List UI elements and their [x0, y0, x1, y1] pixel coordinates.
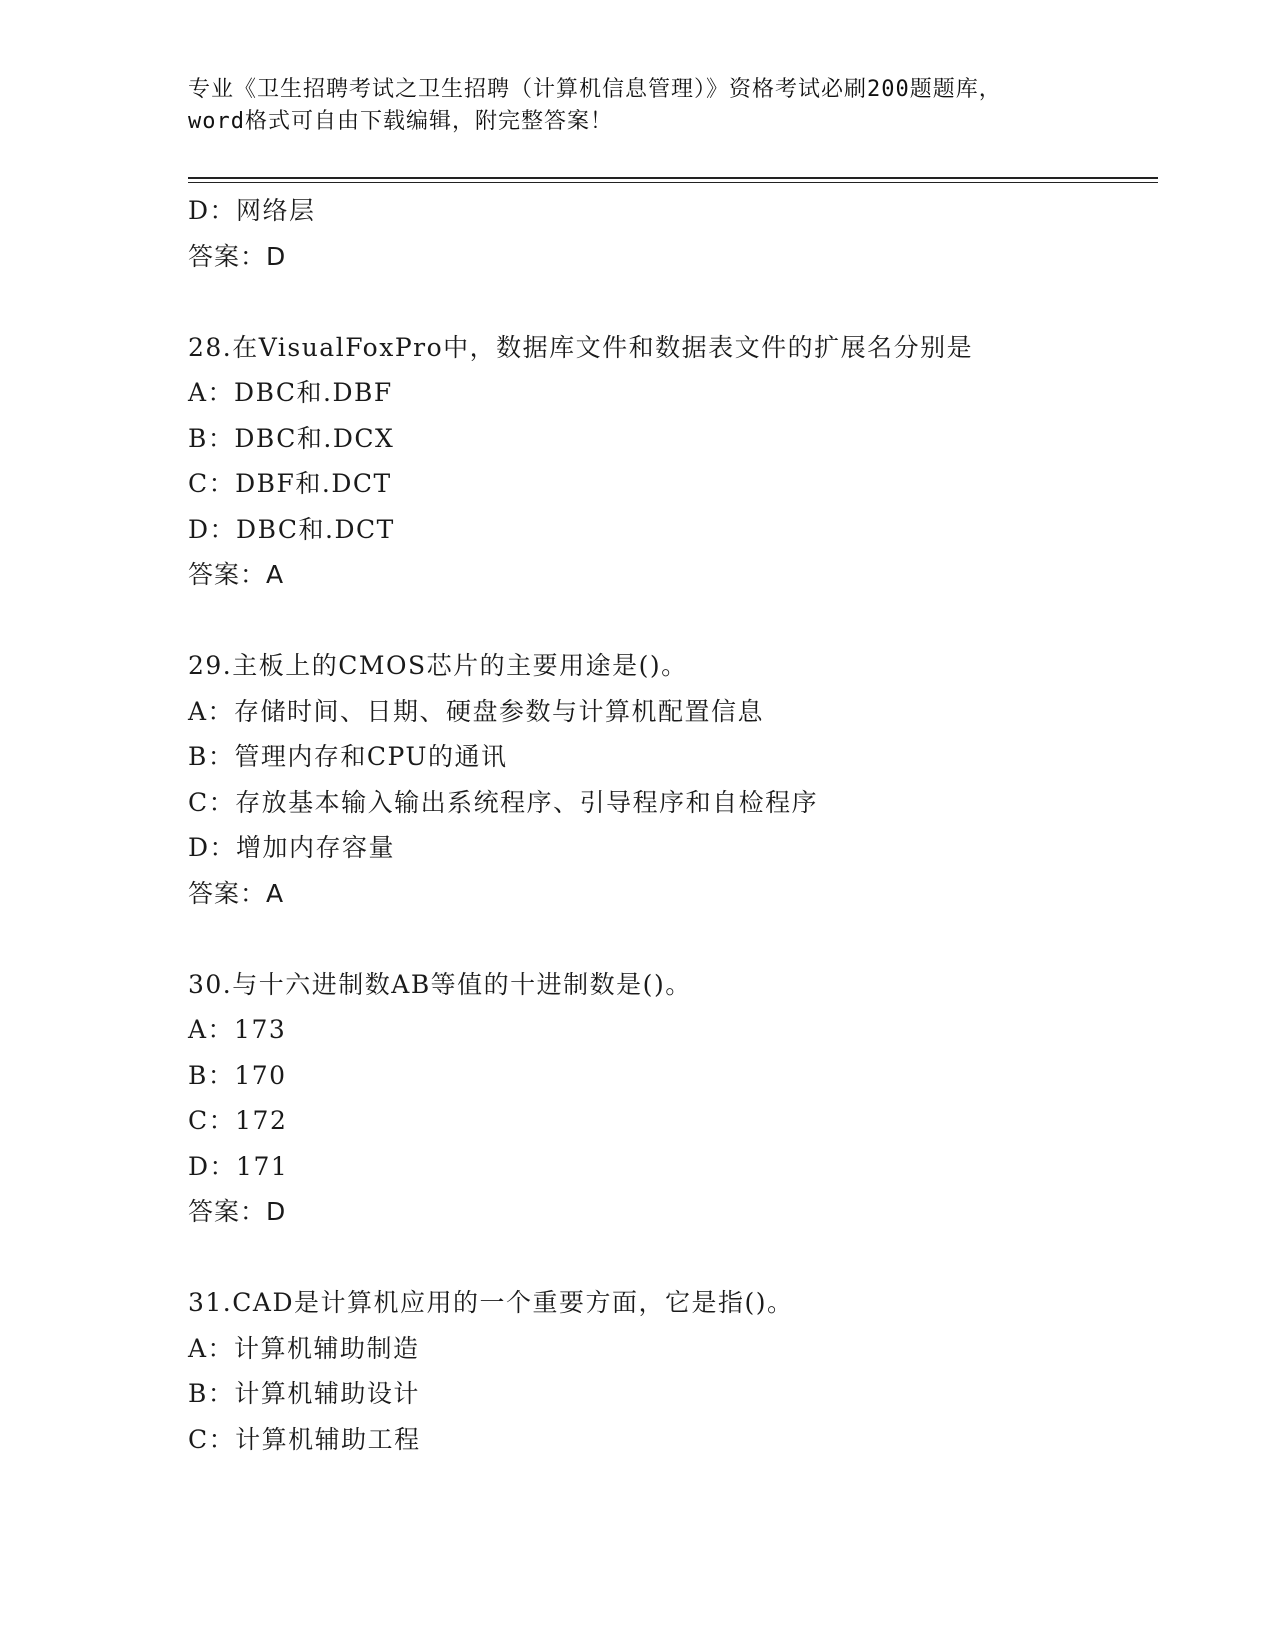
option-c: C：DBF和.DCT [188, 469, 392, 498]
spacer [188, 598, 1168, 644]
header-line-1: 专业《卫生招聘考试之卫生招聘（计算机信息管理）》资格考试必刷200题题库， [188, 77, 1002, 102]
header-line-2: word格式可自由下载编辑，附完整答案！ [188, 109, 613, 134]
spacer [188, 1235, 1168, 1281]
question-29 [188, 643, 1168, 916]
option-a: A：存储时间、日期、硬盘参数与计算机配置信息 [188, 696, 765, 726]
option-d: D：网络层 [188, 196, 316, 225]
spacer [188, 279, 1168, 325]
answer: 答案：A [188, 560, 285, 589]
question-30 [188, 962, 1168, 1235]
option-b: B：计算机辅助设计 [188, 1379, 420, 1408]
answer: 答案：D [188, 241, 287, 271]
option-b: B：DBC和.DCX [188, 423, 395, 453]
option-d: D：DBC和.DCT [188, 514, 395, 544]
question-stem: 29.主板上的CMOS芯片的主要用途是()。 [188, 651, 688, 680]
answer: 答案：D [188, 1197, 287, 1226]
option-c: C：172 [188, 1106, 288, 1135]
option-a: A：DBC和.DBF [188, 378, 393, 407]
spacer [188, 916, 1168, 962]
option-c: C：计算机辅助工程 [188, 1424, 421, 1454]
answer: 答案：A [188, 878, 285, 908]
document-header [188, 74, 1088, 138]
question-stem: 30.与十六进制数AB等值的十进制数是()。 [188, 969, 692, 999]
option-d: D：171 [188, 1151, 289, 1181]
question-27-tail [188, 188, 1168, 279]
question-28 [188, 325, 1168, 598]
option-a: A：173 [188, 1015, 287, 1044]
header-divider-thin [188, 182, 1158, 183]
document-body [188, 188, 1168, 1462]
question-31 [188, 1280, 1168, 1462]
option-a: A：计算机辅助制造 [188, 1333, 420, 1363]
header-divider-thick [188, 177, 1158, 179]
question-stem: 31.CAD是计算机应用的一个重要方面，它是指()。 [188, 1288, 794, 1317]
option-c: C：存放基本输入输出系统程序、引导程序和自检程序 [188, 787, 819, 817]
option-b: B：170 [188, 1060, 287, 1090]
option-d: D：增加内存容量 [188, 833, 396, 862]
option-b: B：管理内存和CPU的通讯 [188, 742, 508, 771]
question-stem: 28.在VisualFoxPro中，数据库文件和数据表文件的扩展名分别是 [188, 332, 974, 362]
